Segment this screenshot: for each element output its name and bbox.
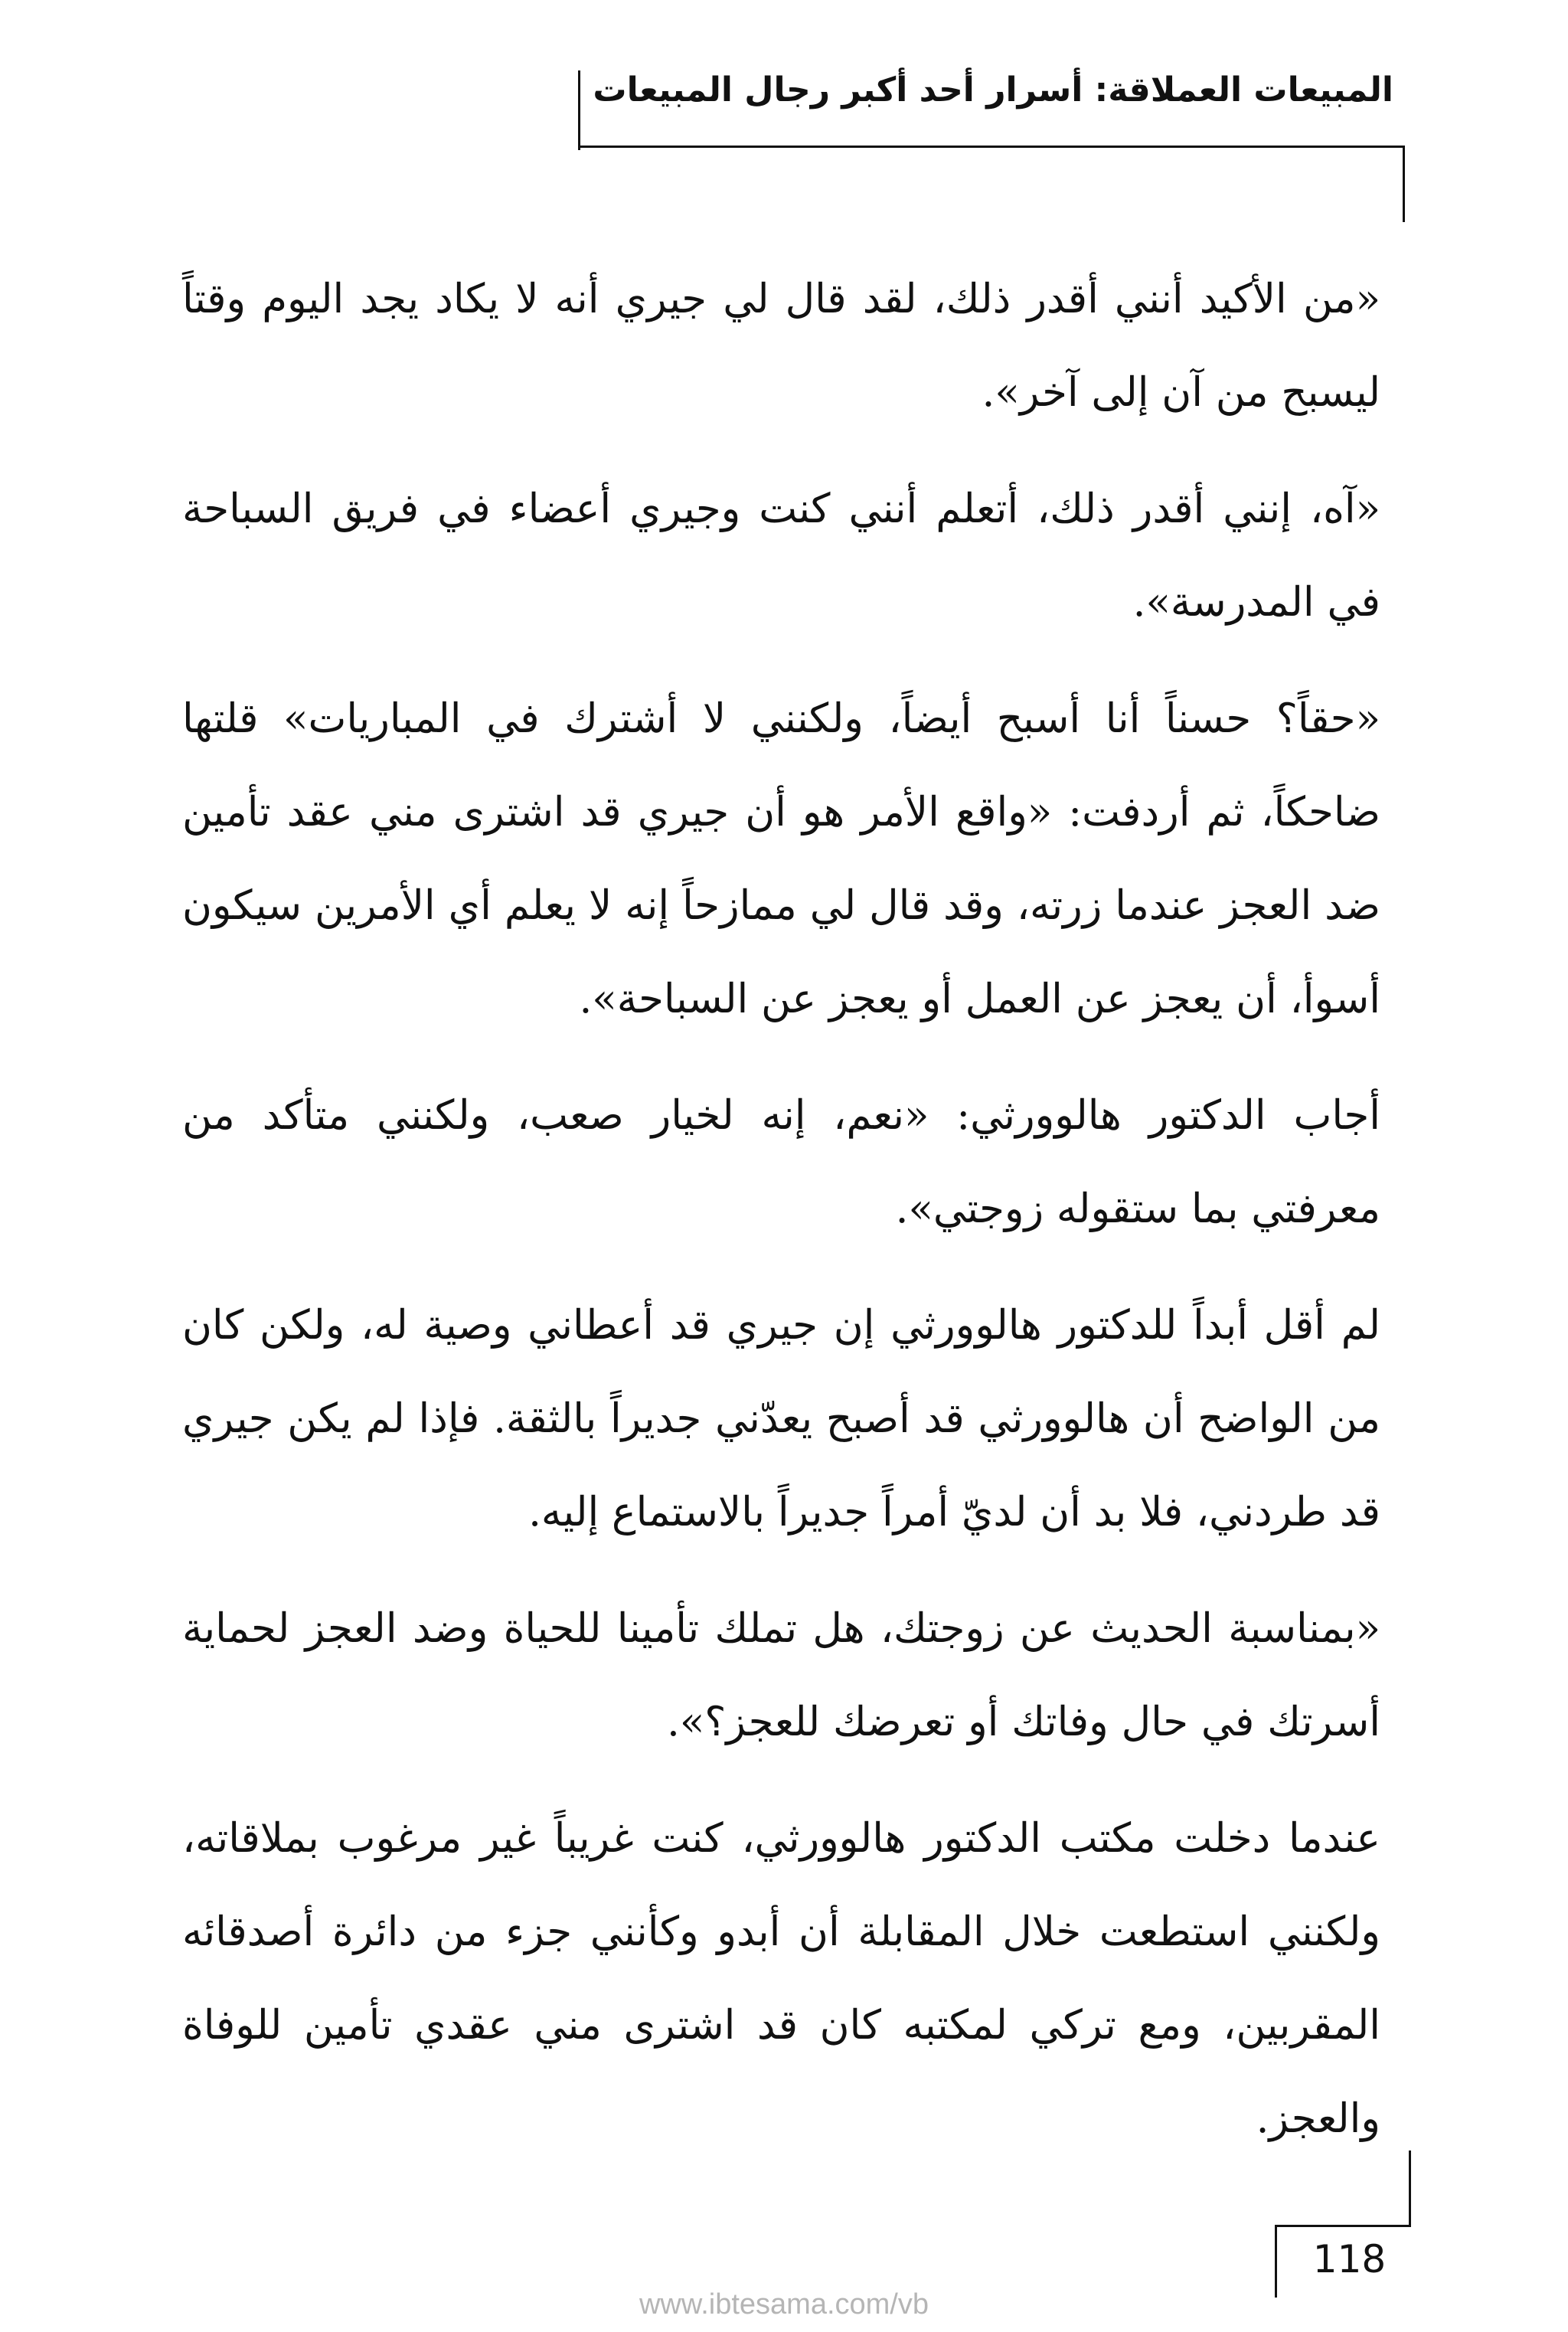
page-body (182, 253, 1380, 2189)
page-number-rule-left (1275, 2225, 1277, 2298)
page-number: 118 (1312, 2237, 1387, 2281)
header-rule-left (578, 70, 580, 150)
paragraph-2: «آه، إنني أقدر ذلك، أتعلم أنني كنت وجيري أعضاء في فريق السباحة في المدرسة». (182, 486, 1380, 626)
page-number-rule-right (1409, 2150, 1411, 2227)
paragraph-1: «من الأكيد أنني أقدر ذلك، لقد قال لي جيري أنه لا يكاد يجد اليوم وقتاً ليسبح من آن إلى آخر». (182, 276, 1380, 416)
paragraph-3: «حقاً؟ حسناً أنا أسبح أيضاً، ولكنني لا أشترك في المباريات» قلتها ضاحكاً، ثم أردفت: «واقع الأمر هو أن جيري قد اشترى مني عقد تأمين ضد العجز عندما زرته، وقد قال لي ممازحاً إنه لا يعلم أي الأمرين سيكون أسوأ، أن يعجز عن العمل أو يعجز عن السباحة». (182, 695, 1380, 1022)
running-header-title: المبيعات العملاقة: أسرار أحد أكبر رجال المبيعات (593, 70, 1393, 110)
page-number-rule-horizontal (1275, 2225, 1411, 2227)
header-rule-horizontal (578, 146, 1405, 148)
paragraph-7: عندما دخلت مكتب الدكتور هالوورثي، كنت غريباً غير مرغوب بملاقاته، ولكنني استطعت خلال المقابلة أن أبدو وكأنني جزء من دائرة أصدقائه المقربين، ومع تركي لمكتبه كان قد اشترى مني عقدي تأمين للوفاة والعجز. (182, 1815, 1380, 2142)
paragraph-6: «بمناسبة الحديث عن زوجتك، هل تملك تأمينا للحياة وضد العجز لحماية أسرتك في حال وفاتك أو تعرضك للعجز؟». (182, 1605, 1380, 1745)
paragraph-4: أجاب الدكتور هالوورثي: «نعم، إنه لخيار صعب، ولكنني متأكد من معرفتي بما ستقوله زوجتي». (182, 1092, 1380, 1232)
paragraph-5: لم أقل أبداً للدكتور هالوورثي إن جيري قد أعطاني وصية له، ولكن كان من الواضح أن هالوورثي قد أصبح يعدّني جديراً بالثقة. فإذا لم يكن جيري قد طردني، فلا بد أن لديّ أمراً جديراً بالاستماع إليه. (182, 1302, 1380, 1536)
watermark-url: www.ibtesama.com/vb (639, 2288, 929, 2321)
header-rule-right (1403, 146, 1405, 222)
